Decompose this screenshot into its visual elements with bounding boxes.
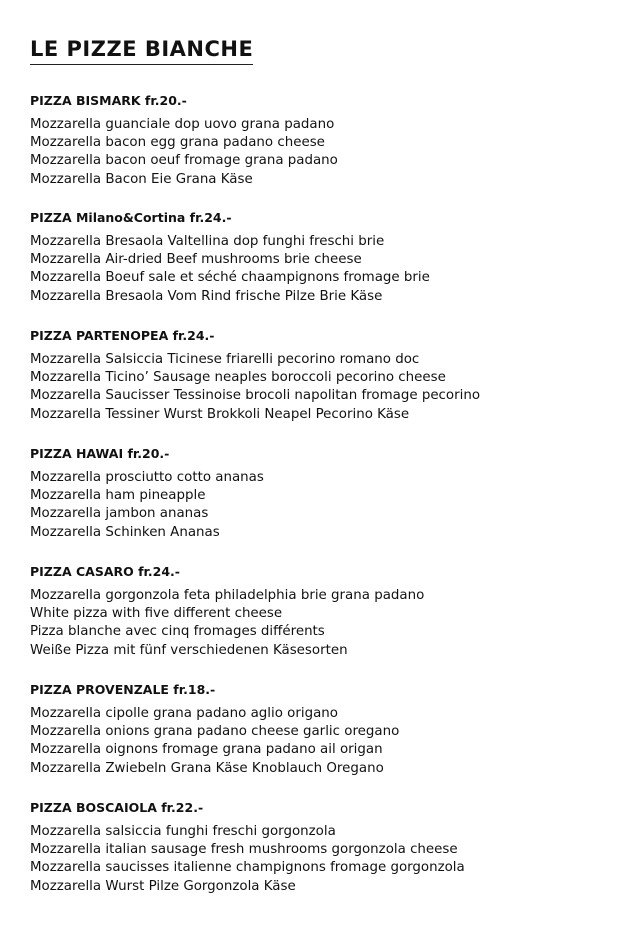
description-line: Mozzarella saucisses italienne champignons fromage gorgonzola — [30, 860, 465, 876]
description-line: Mozzarella Air-dried Beef mushrooms brie cheese — [30, 252, 362, 268]
description-line: Mozzarella Schinken Ananas — [30, 524, 220, 540]
pizza-heading: PIZZA PARTENOPEA fr.24.- — [30, 328, 215, 343]
pizza-section-bismark — [30, 92, 630, 189]
description-line: Mozzarella Zwiebeln Grana Käse Knoblauch Oregano — [30, 760, 384, 776]
pizza-heading: PIZZA Milano&Cortina fr.24.- — [30, 210, 232, 225]
pizza-section-provenzale — [30, 681, 630, 778]
pizza-heading: PIZZA CASARO fr.24.- — [30, 564, 180, 579]
description-line: Mozzarella guanciale dop uovo grana padano — [30, 117, 335, 132]
menu-title: LE PIZZE BIANCHE — [30, 36, 253, 65]
description-line: Mozzarella prosciutto cotto ananas — [30, 470, 264, 485]
pizza-heading: PIZZA PROVENZALE fr.18.- — [30, 682, 216, 697]
description-line: Mozzarella Ticino’ Sausage neaples boroccoli pecorino cheese — [30, 370, 446, 386]
description-line: Mozzarella Salsiccia Ticinese friarelli pecorino romano doc — [30, 352, 420, 367]
description-line: Mozzarella bacon oeuf fromage grana padano — [30, 153, 338, 169]
description-line: Mozzarella ham pineapple — [30, 488, 206, 504]
pizza-section-hawai — [30, 445, 630, 542]
description-line: Mozzarella Bresaola Vom Rind frische Pilze Brie Käse — [30, 288, 383, 304]
description-line: Mozzarella cipolle grana padano aglio origano — [30, 706, 338, 721]
description-line: Mozzarella jambon ananas — [30, 506, 209, 522]
description-line: Mozzarella Bacon Eie Grana Käse — [30, 171, 253, 187]
description-line: Mozzarella salsiccia funghi freschi gorgonzola — [30, 824, 336, 839]
pizza-section-partenopea — [30, 327, 630, 424]
description-line: Mozzarella onions grana padano cheese garlic oregano — [30, 724, 400, 740]
pizza-heading: PIZZA BOSCAIOLA fr.22.- — [30, 800, 204, 815]
pizza-heading: PIZZA HAWAI fr.20.- — [30, 446, 170, 461]
description-line: Pizza blanche avec cinq fromages différents — [30, 624, 325, 640]
pizza-heading: PIZZA BISMARK fr.20.- — [30, 93, 187, 108]
pizza-section-casaro — [30, 563, 630, 660]
description-line: Mozzarella oignons fromage grana padano ail origan — [30, 742, 383, 758]
description-line: White pizza with five different cheese — [30, 606, 283, 622]
description-line: Weiße Pizza mit fünf verschiedenen Käsesorten — [30, 642, 348, 658]
description-line: Mozzarella bacon egg grana padano cheese — [30, 135, 325, 151]
description-line: Mozzarella Saucisser Tessinoise brocoli napolitan fromage pecorino — [30, 388, 481, 404]
description-line: Mozzarella Boeuf sale et séché chaampignons fromage brie — [30, 270, 430, 286]
description-line: Mozzarella Tessiner Wurst Brokkoli Neapel Pecorino Käse — [30, 406, 410, 422]
description-line: Mozzarella italian sausage fresh mushrooms gorgonzola cheese — [30, 842, 458, 858]
description-line: Mozzarella Wurst Pilze Gorgonzola Käse — [30, 878, 296, 894]
description-line: Mozzarella Bresaola Valtellina dop funghi freschi brie — [30, 234, 385, 249]
pizza-section-milano-cortina — [30, 209, 630, 306]
pizza-section-boscaiola — [30, 799, 630, 896]
description-line: Mozzarella gorgonzola feta philadelphia brie grana padano — [30, 588, 425, 603]
